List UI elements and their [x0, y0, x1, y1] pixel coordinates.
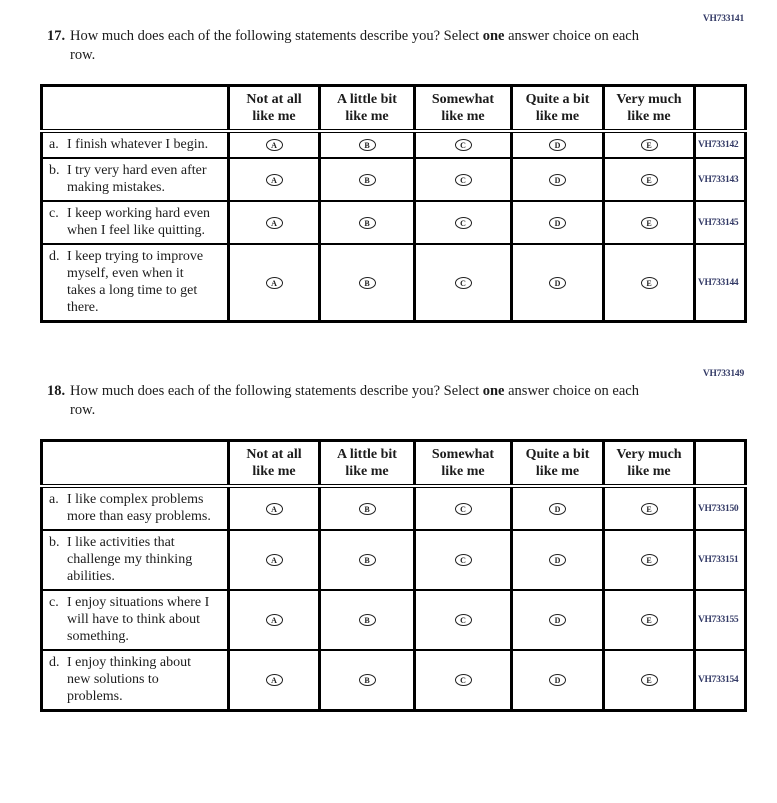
statement-text: I keep trying to improve myself, even when it takes a long time to get there. — [67, 249, 204, 315]
answer-cell — [229, 131, 320, 158]
statement-row — [42, 650, 746, 711]
statement-cell — [42, 530, 229, 590]
answer-bubble-a[interactable]: A — [266, 554, 283, 566]
answer-bubble-e[interactable]: E — [641, 277, 658, 289]
statement-text: I enjoy thinking about new solutions to problems. — [67, 655, 192, 704]
answer-cell — [415, 650, 512, 711]
statement-text: I enjoy situations where I will have to think about something. — [67, 595, 210, 644]
answer-cell — [415, 201, 512, 244]
question-number: 18. — [47, 383, 66, 399]
answer-cell — [604, 244, 695, 322]
answer-cell — [415, 486, 512, 530]
statement-cell — [42, 201, 229, 244]
row-code: VH733151 — [695, 530, 746, 590]
prompt-pre: How much does each of the following statements describe you? Select — [70, 383, 480, 399]
statement-cell — [42, 486, 229, 530]
statement-cell — [42, 158, 229, 201]
answer-bubble-c[interactable]: C — [455, 503, 472, 515]
column-header: Not at all like me — [229, 86, 320, 132]
statement-text: I finish whatever I begin. — [67, 137, 209, 152]
answer-cell — [320, 158, 415, 201]
answer-cell — [512, 486, 604, 530]
statement-row — [42, 530, 746, 590]
blank-header-cell — [42, 86, 229, 132]
answer-cell — [512, 650, 604, 711]
answer-cell — [229, 158, 320, 201]
statement-letter: d. — [49, 655, 60, 670]
response-matrix-table — [40, 84, 747, 323]
answer-bubble-d[interactable]: D — [549, 674, 566, 686]
statement-row — [42, 590, 746, 650]
answer-cell — [415, 158, 512, 201]
answer-bubble-a[interactable]: A — [266, 503, 283, 515]
row-code: VH733150 — [695, 486, 746, 530]
answer-bubble-e[interactable]: E — [641, 174, 658, 186]
answer-bubble-c[interactable]: C — [455, 614, 472, 626]
statement-letter: a. — [49, 137, 59, 152]
statement-cell — [42, 590, 229, 650]
answer-cell — [604, 131, 695, 158]
statement-cell — [42, 650, 229, 711]
answer-bubble-b[interactable]: B — [359, 174, 376, 186]
prompt-pre: How much does each of the following statements describe you? Select — [70, 28, 480, 44]
column-header: Very much like me — [604, 86, 695, 132]
header-row — [42, 441, 746, 487]
answer-bubble-a[interactable]: A — [266, 217, 283, 229]
prompt-bold-word: one — [482, 28, 505, 44]
statement-letter: b. — [49, 535, 60, 550]
row-code: VH733145 — [695, 201, 746, 244]
answer-bubble-b[interactable]: B — [359, 674, 376, 686]
answer-bubble-b[interactable]: B — [359, 614, 376, 626]
statement-text: I like complex problems more than easy problems. — [67, 492, 211, 524]
row-code: VH733143 — [695, 158, 746, 201]
answer-cell — [415, 590, 512, 650]
answer-cell — [604, 158, 695, 201]
answer-cell — [320, 650, 415, 711]
blank-header-cell — [42, 441, 229, 487]
answer-bubble-d[interactable]: D — [549, 174, 566, 186]
column-header: A little bit like me — [320, 86, 415, 132]
prompt-post: answer choice on each row. — [70, 383, 639, 418]
statement-text: I keep working hard even when I feel like quitting. — [67, 206, 211, 238]
answer-bubble-d[interactable]: D — [549, 614, 566, 626]
row-code: VH733142 — [695, 131, 746, 158]
statement-letter: a. — [49, 492, 59, 507]
column-header: Not at all like me — [229, 441, 320, 487]
answer-bubble-c[interactable]: C — [455, 217, 472, 229]
statement-row — [42, 486, 746, 530]
question-prompt — [47, 27, 744, 64]
statement-row — [42, 158, 746, 201]
answer-bubble-b[interactable]: B — [359, 277, 376, 289]
answer-cell — [229, 650, 320, 711]
answer-bubble-e[interactable]: E — [641, 139, 658, 151]
answer-bubble-e[interactable]: E — [641, 674, 658, 686]
column-header: Quite a bit like me — [512, 86, 604, 132]
prompt-post: answer choice on each row. — [70, 28, 639, 63]
column-header: Very much like me — [604, 441, 695, 487]
answer-cell — [320, 244, 415, 322]
answer-bubble-b[interactable]: B — [359, 503, 376, 515]
answer-cell — [229, 201, 320, 244]
answer-cell — [604, 650, 695, 711]
answer-cell — [604, 201, 695, 244]
answer-cell — [229, 530, 320, 590]
answer-bubble-c[interactable]: C — [455, 174, 472, 186]
blank-code-header-cell — [695, 86, 746, 132]
answer-cell — [229, 486, 320, 530]
row-code: VH733154 — [695, 650, 746, 711]
answer-cell — [512, 530, 604, 590]
answer-bubble-c[interactable]: C — [455, 139, 472, 151]
answer-bubble-a[interactable]: A — [266, 174, 283, 186]
answer-bubble-e[interactable]: E — [641, 503, 658, 515]
statement-row — [42, 131, 746, 158]
statement-row — [42, 244, 746, 322]
prompt-bold-word: one — [482, 383, 505, 399]
question-number: 17. — [47, 28, 66, 44]
answer-cell — [512, 131, 604, 158]
answer-cell — [229, 244, 320, 322]
response-matrix-table — [40, 439, 747, 712]
answer-cell — [604, 530, 695, 590]
answer-bubble-b[interactable]: B — [359, 217, 376, 229]
statement-cell — [42, 244, 229, 322]
answer-cell — [512, 201, 604, 244]
question-code: VH733149 — [702, 369, 744, 379]
answer-bubble-c[interactable]: C — [455, 277, 472, 289]
question-text — [70, 27, 645, 64]
row-code: VH733155 — [695, 590, 746, 650]
answer-bubble-c[interactable]: C — [455, 554, 472, 566]
statement-text: I try very hard even after making mistakes. — [67, 163, 207, 195]
column-header: Somewhat like me — [415, 441, 512, 487]
row-code: VH733144 — [695, 244, 746, 322]
question-code: VH733141 — [702, 14, 744, 24]
answer-cell — [415, 244, 512, 322]
answer-bubble-b[interactable]: B — [359, 554, 376, 566]
question-prompt — [47, 382, 744, 419]
answer-bubble-a[interactable]: A — [266, 277, 283, 289]
answer-cell — [512, 244, 604, 322]
statement-cell — [42, 131, 229, 158]
answer-bubble-a[interactable]: A — [266, 614, 283, 626]
answer-bubble-e[interactable]: E — [641, 554, 658, 566]
question-17 — [40, 14, 744, 323]
answer-bubble-d[interactable]: D — [549, 277, 566, 289]
answer-cell — [512, 590, 604, 650]
answer-bubble-d[interactable]: D — [549, 554, 566, 566]
answer-cell — [415, 131, 512, 158]
column-header: Somewhat like me — [415, 86, 512, 132]
answer-cell — [229, 590, 320, 650]
answer-cell — [415, 530, 512, 590]
header-row — [42, 86, 746, 132]
statement-row — [42, 201, 746, 244]
answer-cell — [320, 530, 415, 590]
answer-cell — [604, 486, 695, 530]
answer-bubble-d[interactable]: D — [549, 217, 566, 229]
answer-bubble-d[interactable]: D — [549, 139, 566, 151]
answer-cell — [320, 590, 415, 650]
statement-letter: d. — [49, 249, 60, 264]
answer-bubble-e[interactable]: E — [641, 217, 658, 229]
answer-bubble-e[interactable]: E — [641, 614, 658, 626]
column-header: Quite a bit like me — [512, 441, 604, 487]
question-text — [70, 382, 645, 419]
answer-cell — [320, 486, 415, 530]
answer-cell — [604, 590, 695, 650]
answer-cell — [320, 201, 415, 244]
answer-cell — [512, 158, 604, 201]
blank-code-header-cell — [695, 441, 746, 487]
answer-bubble-c[interactable]: C — [455, 674, 472, 686]
statement-letter: c. — [49, 206, 59, 221]
statement-text: I like activities that challenge my thinking abilities. — [67, 535, 193, 584]
statement-letter: b. — [49, 163, 60, 178]
answer-bubble-d[interactable]: D — [549, 503, 566, 515]
answer-bubble-a[interactable]: A — [266, 139, 283, 151]
answer-cell — [320, 131, 415, 158]
answer-bubble-a[interactable]: A — [266, 674, 283, 686]
statement-letter: c. — [49, 595, 59, 610]
column-header: A little bit like me — [320, 441, 415, 487]
answer-bubble-b[interactable]: B — [359, 139, 376, 151]
question-18 — [40, 369, 744, 712]
